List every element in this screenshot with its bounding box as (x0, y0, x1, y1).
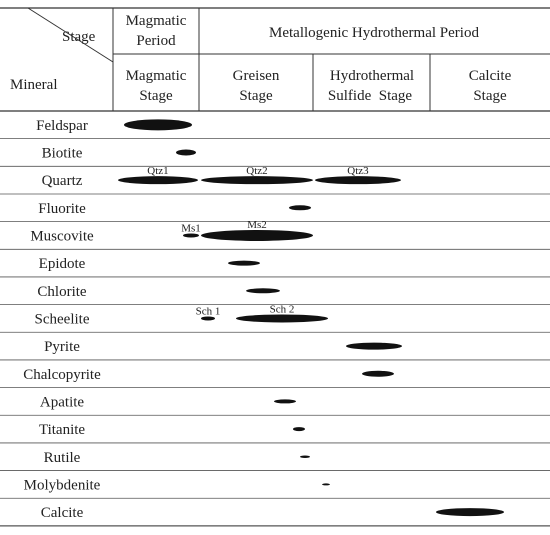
mineral-name: Pyrite (44, 339, 80, 356)
duration-bar (315, 176, 401, 184)
duration-bar (322, 483, 330, 485)
stage-magmatic-line1: Magmatic (125, 68, 187, 84)
mineral-name: Rutile (43, 449, 81, 466)
mineral-name: Calcite (40, 505, 84, 522)
stage-calcite-line1: Calcite (468, 68, 512, 84)
mineral-name: Epidote (38, 256, 86, 273)
mineral-name: Fluorite (38, 200, 86, 217)
stage-greisen-line2: Stage (239, 88, 273, 104)
duration-bar (300, 456, 310, 458)
mineral-name: Apatite (39, 394, 85, 411)
stage-greisen-line1: Greisen (232, 68, 280, 84)
stage-axis-label: Stage (62, 29, 96, 45)
stage-sulfide-line2: Sulfide Stage (327, 88, 413, 104)
duration-bar (228, 261, 260, 266)
mineral-name: Titanite (38, 422, 86, 439)
phase-label: Ms2 (247, 218, 267, 231)
mineral-name: Scheelite (34, 311, 90, 328)
phase-label: Qtz3 (347, 165, 369, 178)
phase-label: Sch 2 (269, 303, 295, 316)
mineral-name: Feldspar (36, 117, 88, 134)
duration-bar (176, 149, 196, 155)
duration-bar (124, 119, 192, 130)
duration-bar (293, 427, 305, 431)
mineral-name: Quartz (41, 173, 83, 190)
mineral-name: Biotite (41, 145, 83, 162)
mineral-axis-label: Mineral (10, 77, 58, 93)
duration-bar (201, 176, 313, 184)
mineral-name: Chlorite (37, 283, 87, 300)
mineral-rows (0, 118, 550, 526)
period-magmatic-line1: Magmatic (125, 13, 187, 29)
duration-bar (289, 205, 311, 210)
phase-label: Sch 1 (195, 305, 221, 318)
phase-label: Qtz1 (147, 165, 169, 178)
duration-bar (436, 508, 504, 516)
duration-bar (118, 176, 198, 184)
mineral-name: Chalcopyrite (23, 366, 101, 383)
phase-label: Qtz2 (246, 165, 268, 178)
period-hydrothermal: Metallogenic Hydrothermal Period (269, 25, 479, 41)
phase-label: Ms1 (181, 222, 201, 235)
duration-bar (236, 314, 328, 322)
period-magmatic-line2: Period (136, 33, 176, 49)
mineral-name: Muscovite (30, 228, 94, 245)
duration-bar (201, 230, 313, 241)
duration-bar (274, 399, 296, 403)
stage-sulfide-line1: Hydrothermal (329, 68, 415, 84)
stage-calcite-line2: Stage (473, 88, 507, 104)
stage-magmatic-line2: Stage (139, 88, 173, 104)
duration-bar (246, 288, 280, 293)
duration-bar (362, 371, 394, 377)
mineral-name: Molybdenite (23, 477, 101, 494)
duration-bar (346, 343, 402, 350)
